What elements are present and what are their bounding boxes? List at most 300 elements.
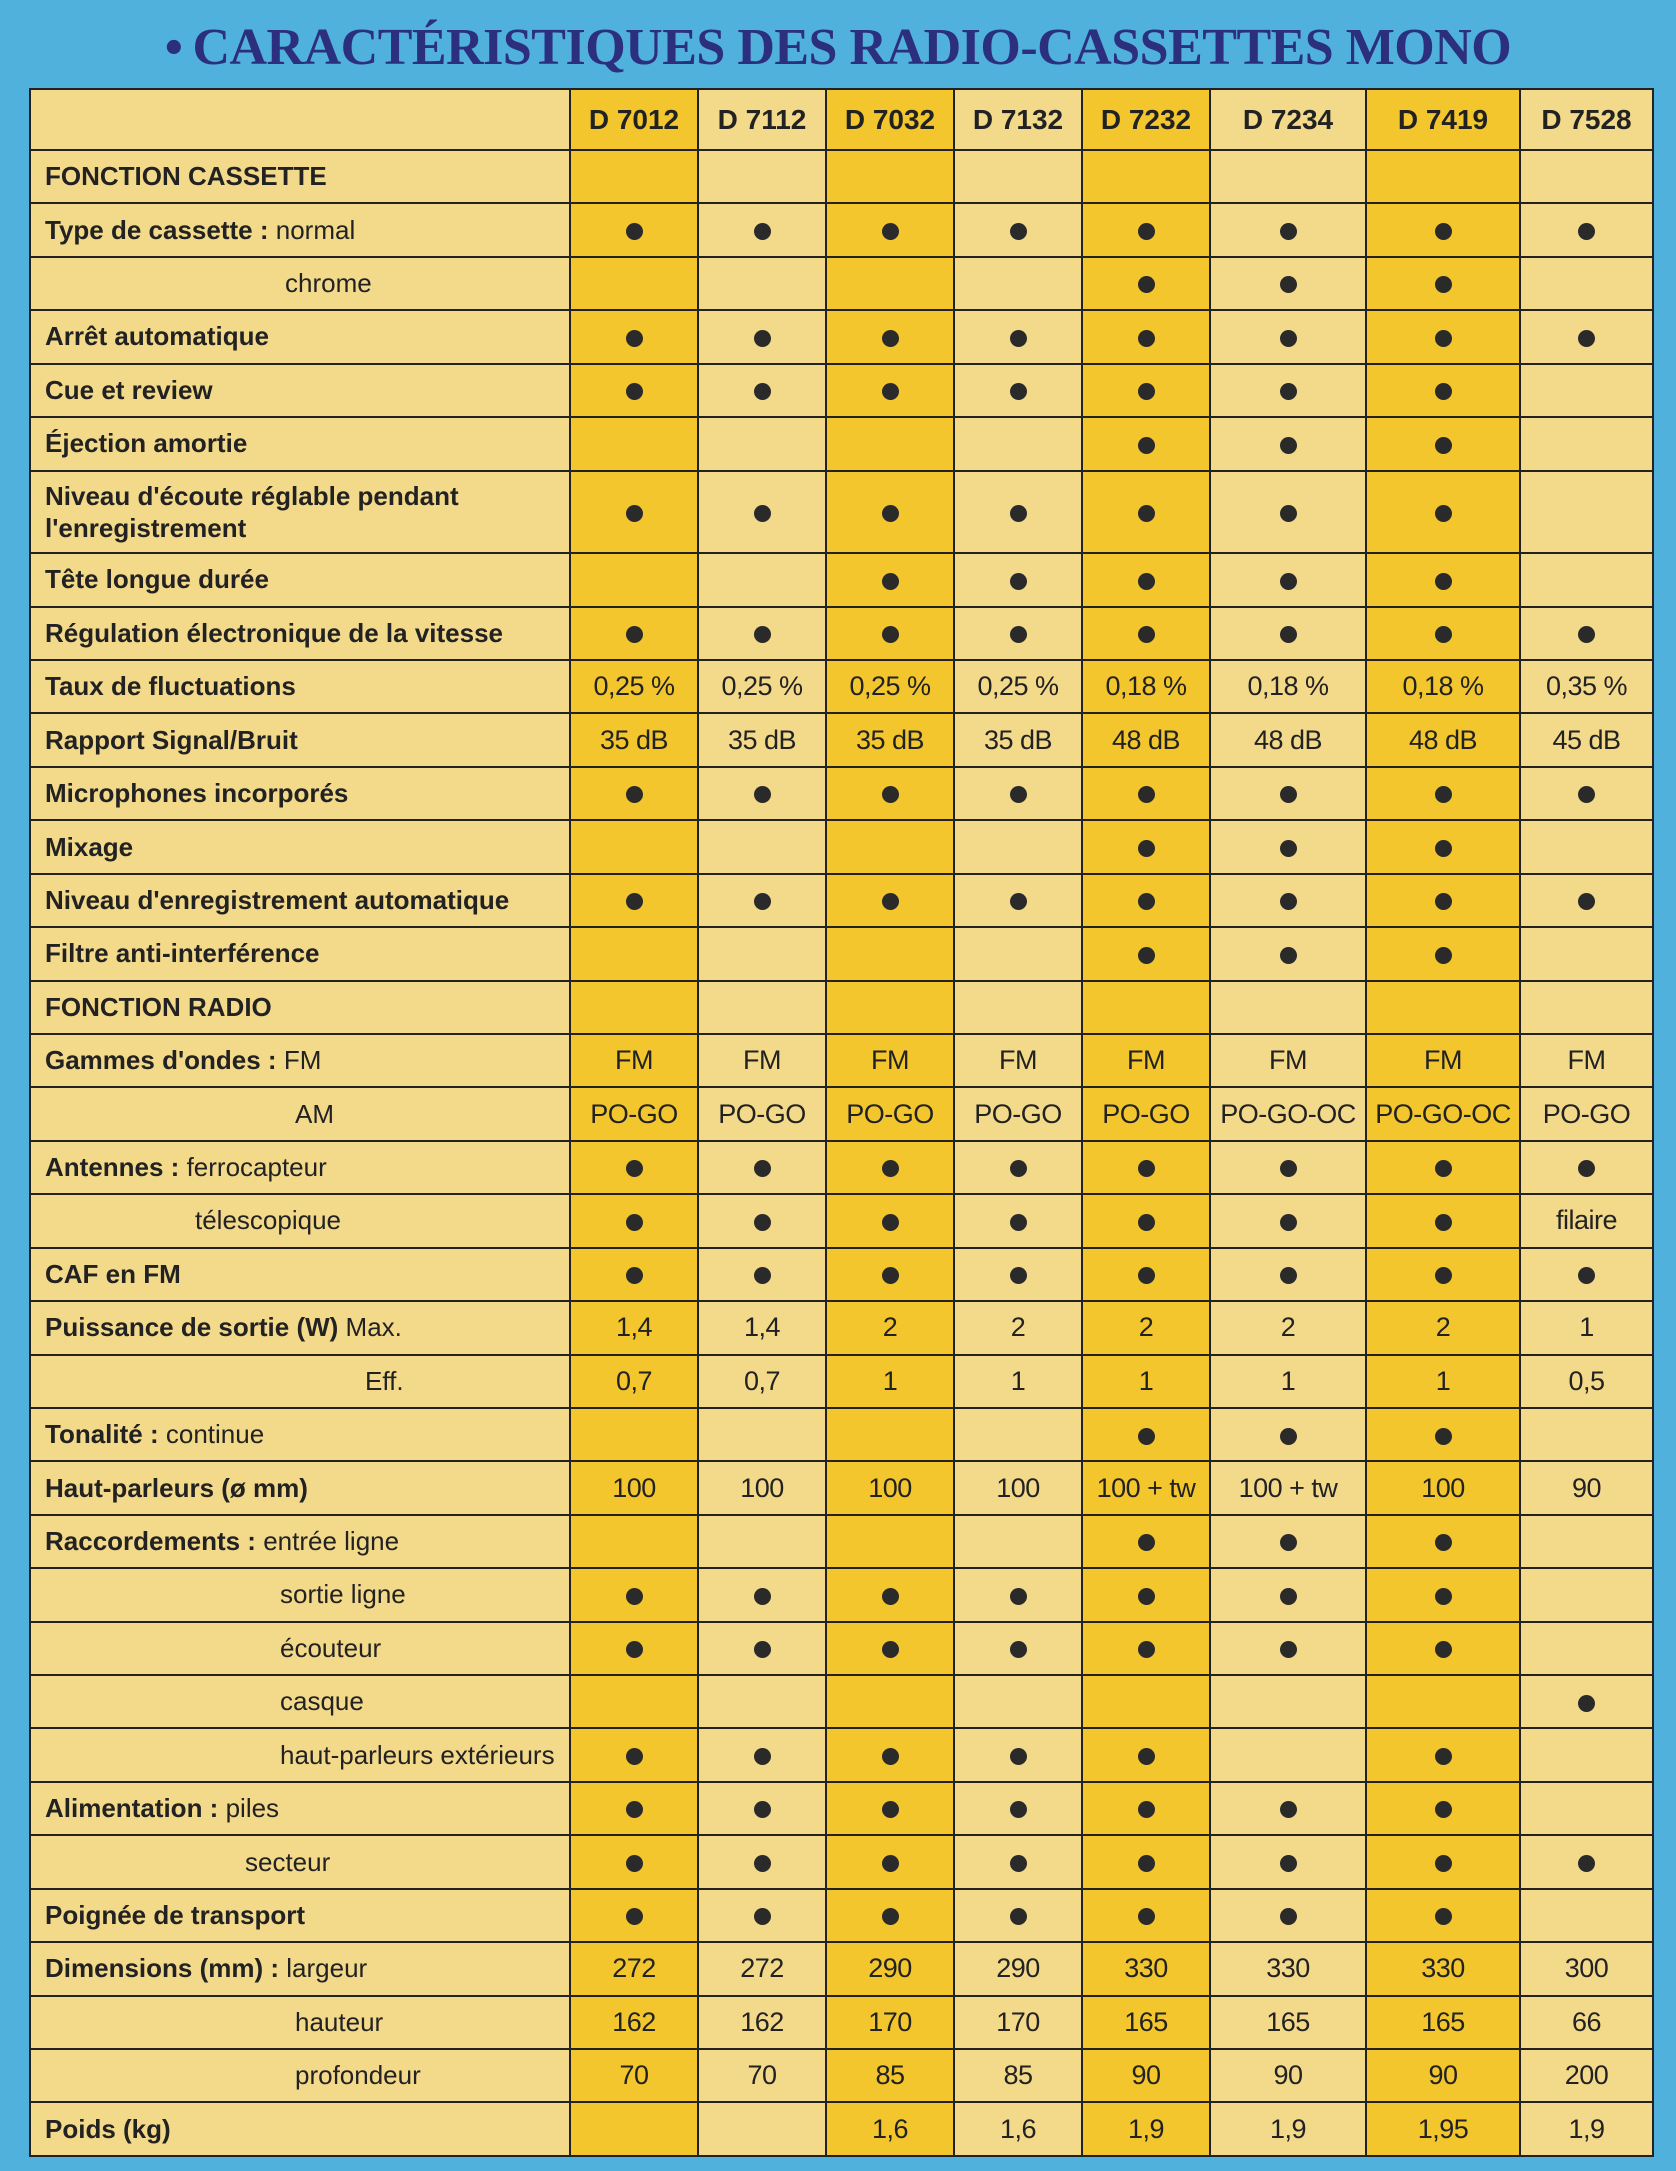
table-row xyxy=(30,1782,1653,1835)
feature-dot-icon xyxy=(882,1160,899,1177)
value-cell xyxy=(570,981,698,1034)
cell-value: 85 xyxy=(875,2060,905,2091)
value-cell xyxy=(826,1568,954,1621)
cell-value: PO-GO-OC xyxy=(1375,1098,1511,1129)
row-label xyxy=(30,1355,570,1408)
feature-dot-icon xyxy=(882,223,899,240)
value-cell xyxy=(826,1461,954,1514)
cell-value: FM xyxy=(1424,1045,1462,1076)
value-cell xyxy=(1366,1461,1520,1514)
value-cell xyxy=(826,1301,954,1354)
feature-dot-icon xyxy=(1435,1160,1452,1177)
value-cell xyxy=(826,1194,954,1247)
value-cell xyxy=(1366,820,1520,873)
value-cell xyxy=(954,1942,1082,1995)
feature-dot-icon xyxy=(1280,1588,1297,1605)
value-cell xyxy=(826,1408,954,1461)
value-cell xyxy=(1210,981,1366,1034)
feature-dot-icon xyxy=(1280,223,1297,240)
value-cell xyxy=(570,1568,698,1621)
value-cell xyxy=(570,1515,698,1568)
row-label-sub: FM xyxy=(283,1045,322,1076)
value-cell xyxy=(954,1782,1082,1835)
table-row xyxy=(30,1034,1653,1087)
value-cell xyxy=(698,1194,826,1247)
cell-value: 170 xyxy=(868,2006,912,2037)
table-row xyxy=(30,1942,1653,1995)
value-cell xyxy=(826,1622,954,1675)
cell-value: 162 xyxy=(612,2006,656,2037)
title-text: CARACTÉRISTIQUES DES RADIO-CASSETTES MONO xyxy=(192,19,1512,76)
value-cell xyxy=(1520,1622,1653,1675)
value-cell xyxy=(826,310,954,363)
cell-value: 1,6 xyxy=(999,2113,1037,2144)
value-cell xyxy=(1082,927,1210,980)
row-label xyxy=(30,1461,570,1514)
value-cell xyxy=(1520,660,1653,713)
feature-dot-icon xyxy=(882,1267,899,1284)
cell-value: PO-GO xyxy=(718,1098,806,1129)
cell-value: 48 dB xyxy=(1253,724,1323,755)
table-row xyxy=(30,150,1653,203)
cell-value: 100 xyxy=(996,1472,1040,1503)
cell-value: 2 xyxy=(1010,1312,1026,1343)
table-row xyxy=(30,2102,1653,2156)
row-label xyxy=(30,1515,570,1568)
row-label-main: Filtre anti-interférence xyxy=(45,938,320,969)
value-cell xyxy=(1210,1942,1366,1995)
row-label xyxy=(30,553,570,606)
value-cell xyxy=(1520,767,1653,820)
feature-dot-icon xyxy=(1280,1267,1297,1284)
value-cell xyxy=(1520,820,1653,873)
value-cell xyxy=(826,1515,954,1568)
value-cell xyxy=(698,553,826,606)
value-cell xyxy=(1210,1408,1366,1461)
table-row xyxy=(30,257,1653,310)
row-label-main: Niveau d'écoute réglable pendant l'enregistrement xyxy=(45,480,459,543)
value-cell xyxy=(1520,150,1653,203)
cell-value: 70 xyxy=(619,2060,649,2091)
value-cell xyxy=(698,257,826,310)
row-label xyxy=(30,1728,570,1781)
row-label-sub: continue xyxy=(165,1419,265,1450)
value-cell xyxy=(1366,150,1520,203)
value-cell xyxy=(698,1942,826,1995)
row-label-sub: hauteur xyxy=(295,2006,384,2037)
value-cell xyxy=(570,1675,698,1728)
feature-dot-icon xyxy=(1578,786,1595,803)
row-label-sub: Max. xyxy=(345,1312,402,1343)
cell-value: 100 xyxy=(1421,1472,1465,1503)
feature-dot-icon xyxy=(754,330,771,347)
row-label xyxy=(30,660,570,713)
cell-value: 272 xyxy=(740,1953,784,1984)
value-cell xyxy=(698,203,826,256)
feature-dot-icon xyxy=(626,1160,643,1177)
cell-value: 0,25 % xyxy=(849,671,931,702)
feature-dot-icon xyxy=(1435,573,1452,590)
value-cell xyxy=(1210,1248,1366,1301)
cell-value: 1,9 xyxy=(1568,2113,1605,2144)
value-cell xyxy=(698,1996,826,2049)
cell-value: 100 xyxy=(868,1472,912,1503)
feature-dot-icon xyxy=(754,1267,771,1284)
value-cell xyxy=(698,660,826,713)
value-cell xyxy=(954,1675,1082,1728)
feature-dot-icon xyxy=(1280,893,1297,910)
value-cell xyxy=(1210,203,1366,256)
value-cell xyxy=(698,1301,826,1354)
value-cell xyxy=(698,150,826,203)
row-label-main: Rapport Signal/Bruit xyxy=(45,724,298,755)
row-label-sub: largeur xyxy=(286,1953,368,1984)
value-cell xyxy=(1210,1728,1366,1781)
value-cell xyxy=(954,1141,1082,1194)
value-cell xyxy=(954,553,1082,606)
cell-value: 90 xyxy=(1131,2060,1161,2091)
value-cell xyxy=(826,1248,954,1301)
cell-value: FM xyxy=(1567,1045,1606,1076)
feature-dot-icon xyxy=(626,1214,643,1231)
feature-dot-icon xyxy=(754,1588,771,1605)
value-cell xyxy=(1520,2049,1653,2102)
value-cell xyxy=(1210,1301,1366,1354)
cell-value: 100 + tw xyxy=(1238,1472,1338,1503)
value-cell xyxy=(1082,1622,1210,1675)
value-cell xyxy=(954,1835,1082,1888)
cell-value: 100 xyxy=(612,1472,656,1503)
value-cell xyxy=(1210,1461,1366,1514)
value-cell xyxy=(1082,1034,1210,1087)
cell-value: FM xyxy=(743,1045,781,1076)
value-cell xyxy=(1366,364,1520,417)
feature-dot-icon xyxy=(1435,276,1452,293)
value-cell xyxy=(1082,874,1210,927)
feature-dot-icon xyxy=(1280,383,1297,400)
feature-dot-icon xyxy=(1138,437,1155,454)
value-cell xyxy=(1520,1141,1653,1194)
row-label-main: Type de cassette : xyxy=(45,214,269,245)
row-label-sub: profondeur xyxy=(295,2060,421,2091)
feature-dot-icon xyxy=(1578,223,1595,240)
row-label-main: Régulation électronique de la vitesse xyxy=(45,617,504,648)
feature-dot-icon xyxy=(1010,626,1027,643)
feature-dot-icon xyxy=(754,626,771,643)
feature-dot-icon xyxy=(754,1855,771,1872)
value-cell xyxy=(954,874,1082,927)
value-cell xyxy=(826,1889,954,1942)
value-cell xyxy=(698,2102,826,2156)
row-label-main: Poids (kg) xyxy=(45,2113,171,2144)
feature-dot-icon xyxy=(1578,330,1595,347)
cell-value: 35 dB xyxy=(983,724,1053,755)
feature-dot-icon xyxy=(626,505,643,522)
feature-dot-icon xyxy=(1578,1695,1595,1712)
table-row xyxy=(30,203,1653,256)
cell-value: 0,18 % xyxy=(1402,671,1484,702)
table-row xyxy=(30,364,1653,417)
value-cell xyxy=(570,1355,698,1408)
cell-value: 48 dB xyxy=(1111,724,1181,755)
value-cell xyxy=(954,1889,1082,1942)
feature-dot-icon xyxy=(754,1160,771,1177)
value-cell xyxy=(826,1996,954,2049)
value-cell xyxy=(954,471,1082,554)
value-cell xyxy=(1082,1355,1210,1408)
feature-dot-icon xyxy=(1010,223,1027,240)
value-cell xyxy=(570,1194,698,1247)
value-cell xyxy=(954,1248,1082,1301)
value-cell xyxy=(698,1461,826,1514)
value-cell xyxy=(1366,2049,1520,2102)
value-cell xyxy=(954,1194,1082,1247)
row-label-main: Éjection amortie xyxy=(45,428,248,459)
table-row xyxy=(30,1515,1653,1568)
value-cell xyxy=(698,1728,826,1781)
value-cell xyxy=(1366,1942,1520,1995)
value-cell xyxy=(698,981,826,1034)
row-label-sub: secteur xyxy=(245,1846,331,1877)
feature-dot-icon xyxy=(754,1641,771,1658)
feature-dot-icon xyxy=(1138,1267,1155,1284)
value-cell xyxy=(1082,1728,1210,1781)
cell-value: FM xyxy=(871,1045,909,1076)
cell-value: 0,25 % xyxy=(977,671,1059,702)
value-cell xyxy=(698,1515,826,1568)
cell-value: 1,9 xyxy=(1127,2113,1165,2144)
value-cell xyxy=(570,874,698,927)
row-label-main: Niveau d'enregistrement automatique xyxy=(45,884,510,915)
feature-dot-icon xyxy=(1280,1801,1297,1818)
table-row xyxy=(30,1194,1653,1247)
value-cell xyxy=(698,471,826,554)
table-row xyxy=(30,1675,1653,1728)
cell-value: FM xyxy=(615,1045,653,1076)
table-row xyxy=(30,1996,1653,2049)
value-cell xyxy=(1520,1515,1653,1568)
feature-dot-icon xyxy=(1280,1855,1297,1872)
value-cell xyxy=(826,767,954,820)
cell-value: 165 xyxy=(1421,2006,1465,2037)
row-label-sub: AM xyxy=(295,1098,334,1129)
value-cell xyxy=(1082,1301,1210,1354)
value-cell xyxy=(1210,471,1366,554)
row-label xyxy=(30,927,570,980)
row-label-main: FONCTION CASSETTE xyxy=(45,161,327,192)
cell-value: filaire xyxy=(1555,1205,1618,1236)
feature-dot-icon xyxy=(882,573,899,590)
feature-dot-icon xyxy=(1280,1534,1297,1551)
feature-dot-icon xyxy=(1138,840,1155,857)
cell-value: FM xyxy=(1127,1045,1165,1076)
value-cell xyxy=(1520,1942,1653,1995)
cell-value: 290 xyxy=(868,1953,912,1984)
row-label xyxy=(30,1568,570,1621)
value-cell xyxy=(1520,713,1653,766)
feature-dot-icon xyxy=(1435,1534,1452,1551)
row-label xyxy=(30,417,570,470)
cell-value: 162 xyxy=(740,2006,784,2037)
row-label-main: Haut-parleurs (ø mm) xyxy=(45,1472,308,1503)
value-cell xyxy=(954,660,1082,713)
spec-table-body xyxy=(30,150,1653,2156)
value-cell xyxy=(1520,203,1653,256)
value-cell xyxy=(570,310,698,363)
cell-value: 0,18 % xyxy=(1105,671,1187,702)
feature-dot-icon xyxy=(1435,1855,1452,1872)
cell-value: 200 xyxy=(1564,2060,1609,2091)
row-label-main: Cue et review xyxy=(45,374,213,405)
cell-value: 0,18 % xyxy=(1247,671,1329,702)
row-label-sub: chrome xyxy=(285,268,372,299)
value-cell xyxy=(1366,927,1520,980)
feature-dot-icon xyxy=(626,383,643,400)
feature-dot-icon xyxy=(1578,1267,1595,1284)
value-cell xyxy=(1210,1622,1366,1675)
row-label-main: Tête longue durée xyxy=(45,564,269,595)
row-label xyxy=(30,2102,570,2156)
feature-dot-icon xyxy=(626,893,643,910)
feature-dot-icon xyxy=(1010,330,1027,347)
cell-value: 35 dB xyxy=(599,724,669,755)
feature-dot-icon xyxy=(1138,1214,1155,1231)
feature-dot-icon xyxy=(1280,573,1297,590)
value-cell xyxy=(954,767,1082,820)
feature-dot-icon xyxy=(1435,786,1452,803)
feature-dot-icon xyxy=(882,786,899,803)
table-row xyxy=(30,874,1653,927)
value-cell xyxy=(954,2049,1082,2102)
value-cell xyxy=(954,1728,1082,1781)
row-label xyxy=(30,1782,570,1835)
value-cell xyxy=(1082,150,1210,203)
row-label-main: Dimensions (mm) : xyxy=(45,1953,280,1984)
value-cell xyxy=(1366,607,1520,660)
value-cell xyxy=(1520,1782,1653,1835)
value-cell xyxy=(570,1622,698,1675)
value-cell xyxy=(1082,1248,1210,1301)
value-cell xyxy=(954,364,1082,417)
value-cell xyxy=(570,767,698,820)
row-label-main: Tonalité : xyxy=(45,1419,159,1450)
value-cell xyxy=(570,713,698,766)
cell-value: 0,5 xyxy=(1568,1365,1605,1396)
row-label xyxy=(30,1248,570,1301)
value-cell xyxy=(1082,767,1210,820)
row-label-sub: ferrocapteur xyxy=(186,1152,327,1183)
value-cell xyxy=(1210,1141,1366,1194)
value-cell xyxy=(1082,713,1210,766)
cell-value: 1,9 xyxy=(1269,2113,1307,2144)
value-cell xyxy=(1366,1782,1520,1835)
value-cell xyxy=(826,1355,954,1408)
value-cell xyxy=(826,471,954,554)
row-label-sub: normal xyxy=(275,214,356,245)
value-cell xyxy=(1210,310,1366,363)
table-row xyxy=(30,820,1653,873)
value-cell xyxy=(570,1408,698,1461)
cell-value: 290 xyxy=(996,1953,1040,1984)
value-cell xyxy=(826,364,954,417)
value-cell xyxy=(1082,981,1210,1034)
table-row xyxy=(30,310,1653,363)
feature-dot-icon xyxy=(1435,383,1452,400)
feature-dot-icon xyxy=(1010,1801,1027,1818)
cell-value: 90 xyxy=(1428,2060,1458,2091)
feature-dot-icon xyxy=(882,1855,899,1872)
row-label xyxy=(30,1942,570,1995)
value-cell xyxy=(570,553,698,606)
value-cell xyxy=(570,820,698,873)
value-cell xyxy=(826,553,954,606)
row-label-main: Mixage xyxy=(45,831,134,862)
value-cell xyxy=(954,1087,1082,1140)
value-cell xyxy=(698,927,826,980)
value-cell xyxy=(698,820,826,873)
value-cell xyxy=(698,2049,826,2102)
table-row xyxy=(30,1622,1653,1675)
value-cell xyxy=(1520,1248,1653,1301)
value-cell xyxy=(570,417,698,470)
feature-dot-icon xyxy=(1138,1534,1155,1551)
cell-value: PO-GO-OC xyxy=(1220,1098,1356,1129)
feature-dot-icon xyxy=(1435,1588,1452,1605)
value-cell xyxy=(954,1515,1082,1568)
value-cell xyxy=(1082,1675,1210,1728)
value-cell xyxy=(826,607,954,660)
feature-dot-icon xyxy=(1010,573,1027,590)
value-cell xyxy=(1520,2102,1653,2156)
feature-dot-icon xyxy=(882,505,899,522)
table-row xyxy=(30,927,1653,980)
feature-dot-icon xyxy=(1280,1160,1297,1177)
value-cell xyxy=(1366,1194,1520,1247)
cell-value: 90 xyxy=(1571,1472,1602,1503)
value-cell xyxy=(1520,1301,1653,1354)
table-row xyxy=(30,2049,1653,2102)
row-label xyxy=(30,607,570,660)
cell-value: 70 xyxy=(747,2060,777,2091)
feature-dot-icon xyxy=(1138,1588,1155,1605)
value-cell xyxy=(1210,417,1366,470)
cell-value: 1,95 xyxy=(1417,2113,1469,2144)
row-label-main: FONCTION RADIO xyxy=(45,991,272,1022)
cell-value: 170 xyxy=(996,2006,1040,2037)
value-cell xyxy=(826,1675,954,1728)
feature-dot-icon xyxy=(882,1588,899,1605)
value-cell xyxy=(570,1301,698,1354)
value-cell xyxy=(698,607,826,660)
row-label xyxy=(30,1889,570,1942)
value-cell xyxy=(1366,2102,1520,2156)
cell-value: 1 xyxy=(1435,1365,1451,1396)
feature-dot-icon xyxy=(754,383,771,400)
value-cell xyxy=(1210,553,1366,606)
table-row xyxy=(30,1355,1653,1408)
value-cell xyxy=(570,927,698,980)
value-cell xyxy=(1520,553,1653,606)
feature-dot-icon xyxy=(754,505,771,522)
row-label-sub: écouteur xyxy=(280,1632,382,1663)
feature-dot-icon xyxy=(1435,893,1452,910)
row-label-main: Microphones incorporés xyxy=(45,778,349,809)
feature-dot-icon xyxy=(1435,1428,1452,1445)
feature-dot-icon xyxy=(1280,1641,1297,1658)
value-cell xyxy=(1366,767,1520,820)
feature-dot-icon xyxy=(1138,947,1155,964)
value-cell xyxy=(1520,1408,1653,1461)
